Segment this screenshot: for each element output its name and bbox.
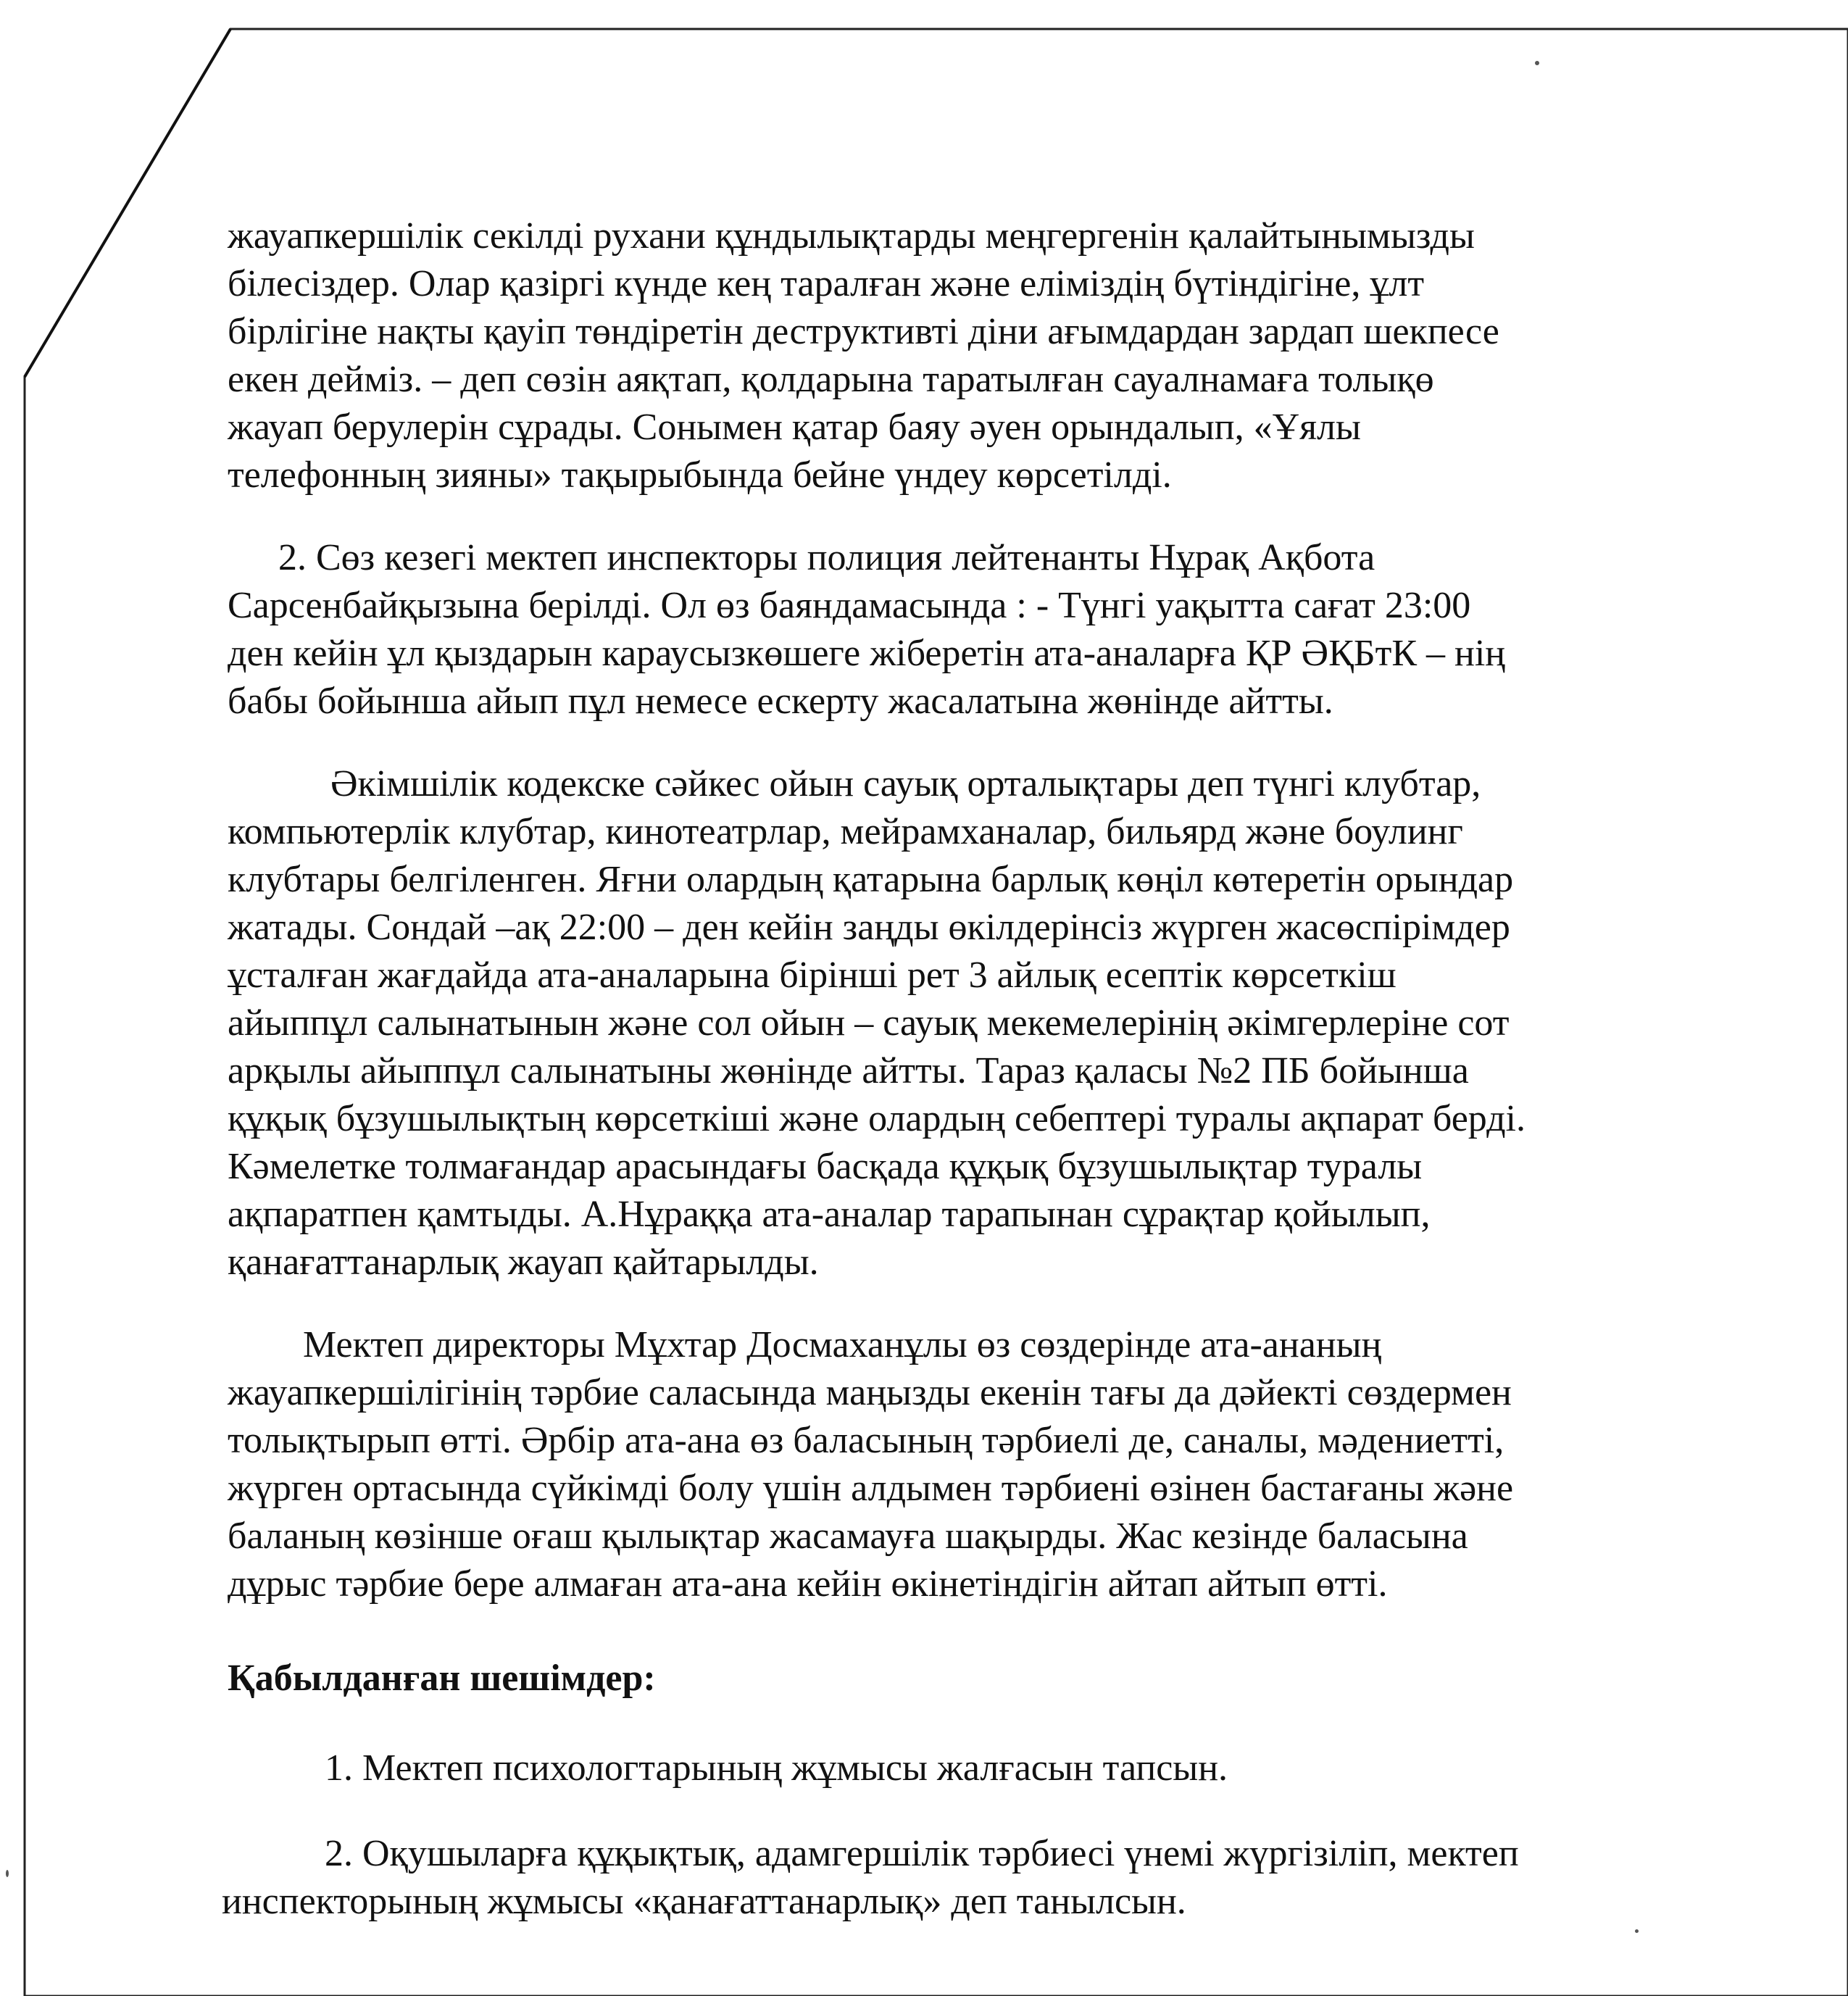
- p2-line-2: Сарсенбайқызына берілді. Ол өз баяндамасында : - Түнгі уақытта сағат 23:00: [228, 585, 1471, 626]
- p3-line-4: жатады. Сондай –ақ 22:00 – ден кейін заңды өкілдерінсіз жүрген жасөспірімдер: [228, 907, 1510, 948]
- p3-line-9: Кәмелетке толмағандар арасындағы басқада құқық бұзушылықтар туралы: [228, 1146, 1423, 1187]
- p2-line-3: ден кейін ұл қыздарын караусызкөшеге жіберетін ата-аналарға ҚР ӘҚБтК – нің: [228, 633, 1506, 674]
- p3-line-10: ақпаратпен қамтыды. А.Нұраққа ата-аналар тарапынан сұрақтар қойылып,: [228, 1194, 1431, 1235]
- p4-line-5: баланың көзінше оғаш қылықтар жасамауға шақырды. Жас кезінде баласына: [228, 1515, 1468, 1557]
- scan-speck: [1635, 1929, 1639, 1933]
- p3-line-1: Әкімшілік кодекске сәйкес ойын сауық орталықтары деп түнгі клубтар,: [330, 763, 1481, 804]
- p2-line-1: 2. Сөз кезегі мектеп инспекторы полиция лейтенанты Нұрақ Ақбота: [278, 537, 1375, 578]
- p4-line-3: толықтырып өтті. Әрбір ата-ана өз баласының тәрбиелі де, саналы, мәдениетті,: [228, 1420, 1504, 1461]
- p1-line-6: телефонның зияны» тақырыбында бейне үндеу көрсетілді.: [228, 454, 1172, 496]
- p2-line-4: бабы бойынша айып пұл немесе ескерту жасалатына жөнінде айтты.: [228, 681, 1333, 722]
- p3-line-11: қанағаттанарлық жауап қайтарылды.: [228, 1242, 819, 1283]
- decision-1: 1. Мектеп психологтарының жұмысы жалғасын тапсын.: [325, 1747, 1228, 1789]
- p3-line-6: айыппұл салынатынын және сол ойын – сауық мекемелерінің әкімгерлеріне сот: [228, 1002, 1510, 1044]
- p3-line-2: компьютерлік клубтар, кинотеатрлар, мейрамханалар, бильярд және боулинг: [228, 811, 1463, 852]
- p4-line-1: Мектеп директоры Мұхтар Досмаханұлы өз сөздерінде ата-ананың: [303, 1324, 1382, 1365]
- p1-line-2: білесіздер. Олар қазіргі күнде кең таралған және еліміздің бүтіндігіне, ұлт: [228, 263, 1425, 304]
- p3-line-5: ұсталған жағдайда ата-аналарына бірінші рет 3 айлық есептік көрсеткіш: [228, 955, 1397, 996]
- p4-line-6: дұрыс тәрбие бере алмаған ата-ана кейін өкінетіндігін айтап айтып өтті.: [228, 1563, 1388, 1605]
- scan-speck: [1535, 61, 1539, 65]
- p4-line-4: жүрген ортасында сүйкімді болу үшін алдымен тәрбиені өзінен бастағаны және: [228, 1468, 1514, 1509]
- p4-line-2: жауапкершілігінің тәрбие саласында маңызды екенін тағы да дәйекті сөздермен: [228, 1372, 1512, 1413]
- p3-line-7: арқылы айыппұл салынатыны жөнінде айтты. Тараз қаласы №2 ПБ бойынша: [228, 1050, 1469, 1091]
- decisions-heading: Қабылданған шешімдер:: [228, 1658, 656, 1699]
- p3-line-8: құқық бұзушылықтың көрсеткіші және олардың себептері туралы ақпарат берді.: [228, 1098, 1526, 1139]
- p3-line-3: клубтары белгіленген. Яғни олардың қатарына барлық көңіл көтеретін орындар: [228, 859, 1514, 900]
- p1-line-3: бірлігіне нақты қауіп төндіретін деструктивті діни ағымдардан зардап шекпесе: [228, 311, 1499, 352]
- p1-line-4: екен дейміз. – деп сөзін аяқтап, қолдарына таратылған сауалнамаға толықө: [228, 359, 1434, 400]
- p1-line-1: жауапкершілік секілді рухани құндылықтарды меңгергенін қалайтынымызды: [228, 215, 1475, 257]
- p1-line-5: жауап берулерін сұрады. Сонымен қатар баяу әуен орындалып, «Ұялы: [228, 407, 1361, 448]
- decision-2-line-1: 2. Оқушыларға құқықтық, адамгершілік тәрбиесі үнемі жүргізіліп, мектеп: [325, 1833, 1519, 1874]
- decision-2-line-2: инспекторының жұмысы «қанағаттанарлық» деп танылсын.: [222, 1881, 1186, 1922]
- scan-speck: [6, 1870, 9, 1877]
